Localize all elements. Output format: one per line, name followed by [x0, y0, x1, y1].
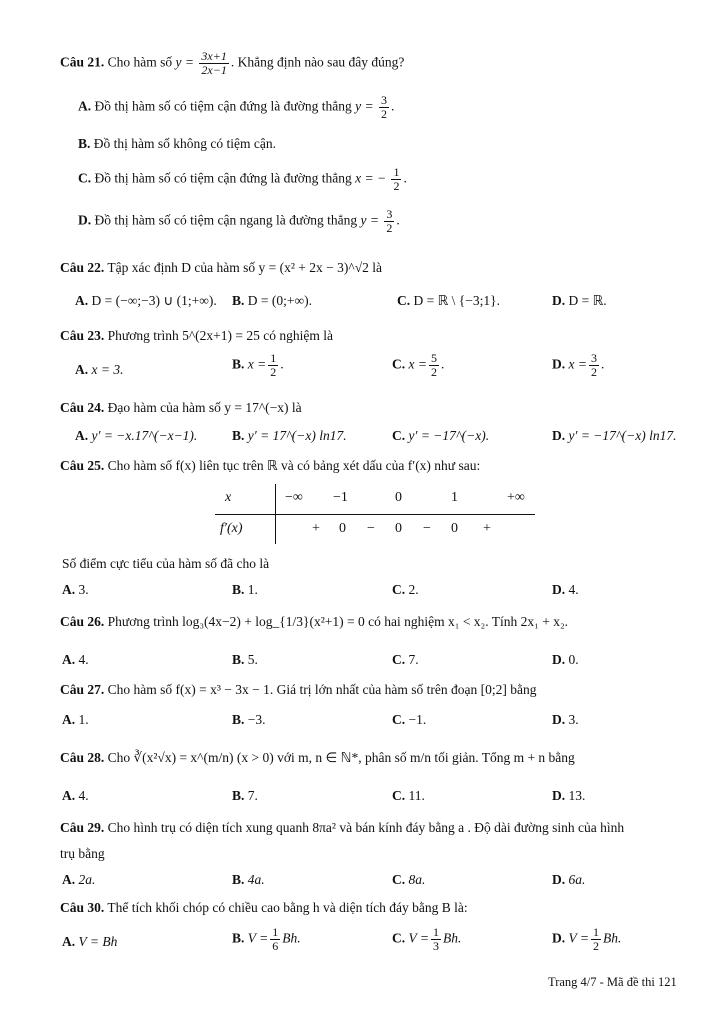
question-23: Câu 23. Phương trình 5^(2x+1) = 25 có nghiệm là [60, 328, 334, 343]
option-b[interactable]: B. Đồ thị hàm số không có tiệm cận. [78, 136, 276, 151]
option-c[interactable]: C. 7. [392, 652, 419, 667]
option-a[interactable]: A. 3. [62, 582, 89, 597]
option-c[interactable]: C. V = $\frac{1}{3}$ Bh. [392, 925, 462, 953]
option-b[interactable]: B. 7. [232, 788, 258, 803]
option-a[interactable]: A. Đồ thị hàm số có tiệm cận đứng là đường thẳng y = $\frac{3}{2}$ . [78, 93, 395, 121]
option-b[interactable]: B. 4a. [232, 872, 265, 887]
question-21: Câu 21. Cho hàm số y = $\frac{3x+1}{2x-1}$ . Khẳng định nào sau đây đúng? [60, 49, 405, 77]
question-text: Cho hàm số [107, 54, 173, 70]
option-b[interactable]: B. D = (0;+∞). [232, 293, 312, 308]
table-x-label: x [225, 490, 232, 505]
question-28: Câu 28. Cho ∛(x²√x) = x^(m/n) (x > 0) với m, n ∈ ℕ*, phân số m/n tối giản. Tổng m + n bằng [60, 750, 575, 765]
question-24: Câu 24. Đạo hàm của hàm số y = 17^(−x) là [60, 400, 302, 415]
option-b[interactable]: B. x = $\frac{1}{2}$ . [232, 351, 284, 379]
question-29: Câu 29. Cho hình trụ có diện tích xung quanh 8πa² và bán kính đáy bằng a . Độ dài đường sinh của hình [60, 820, 625, 835]
option-a[interactable]: A. x = 3. [75, 362, 124, 377]
option-b[interactable]: B. y′ = 17^(−x) ln17. [232, 428, 347, 443]
question-25-prompt: Số điểm cực tiểu của hàm số đã cho là [62, 556, 270, 571]
question-26: Câu 26. Phương trình log₃(4x−2) + log_{1/3}(x²+1) = 0 có hai nghiệm x₁ < x₂. Tính 2x₁ + x₂. [60, 614, 569, 629]
option-a[interactable]: A. 4. [62, 788, 89, 803]
option-d[interactable]: D. V = $\frac{1}{2}$ Bh. [552, 925, 622, 953]
option-d[interactable]: D. 4. [552, 582, 579, 597]
option-c[interactable]: C. 8a. [392, 872, 426, 887]
option-c[interactable]: C. y′ = −17^(−x). [392, 428, 490, 443]
option-a[interactable]: A. V = Bh [62, 934, 118, 949]
option-d[interactable]: D. 3. [552, 712, 579, 727]
option-d[interactable]: D. Đồ thị hàm số có tiệm cận ngang là đường thẳng y = $\frac{3}{2}$ . [78, 207, 400, 235]
option-c[interactable]: C. Đồ thị hàm số có tiệm cận đứng là đường thẳng x = − $\frac{1}{2}$ . [78, 165, 407, 193]
sign-table: x f′(x) −∞ −1 0 1 +∞ + 0 − 0 − 0 + [215, 484, 535, 544]
option-d[interactable]: D. x = $\frac{3}{2}$ . [552, 351, 605, 379]
fraction: $\frac{3x+1}{2x-1}$ [201, 49, 227, 77]
question-number: Câu 21. [60, 54, 105, 70]
option-c[interactable]: C. D = ℝ \ {−3;1}. [397, 293, 501, 308]
table-fp-label: f′(x) [220, 521, 243, 536]
option-a[interactable]: A. D = (−∞;−3) ∪ (1;+∞). [75, 293, 217, 308]
option-c[interactable]: C. 11. [392, 788, 425, 803]
option-a[interactable]: A. 2a. [62, 872, 96, 887]
option-d[interactable]: D. 6a. [552, 872, 586, 887]
option-b[interactable]: B. −3. [232, 712, 266, 727]
question-27: Câu 27. Cho hàm số f(x) = x³ − 3x − 1. Giá trị lớn nhất của hàm số trên đoạn [0;2] bằng [60, 682, 537, 697]
page-footer: Trang 4/7 - Mã đề thi 121 [548, 975, 677, 989]
option-a[interactable]: A. 4. [62, 652, 89, 667]
question-22: Câu 22. Tập xác định D của hàm số y = (x² + 2x − 3)^√2 là [60, 260, 382, 275]
option-c[interactable]: C. 2. [392, 582, 419, 597]
option-d[interactable]: D. 13. [552, 788, 586, 803]
option-a[interactable]: A. 1. [62, 712, 89, 727]
question-25: Câu 25. Cho hàm số f(x) liên tục trên ℝ và có bảng xét dấu của f′(x) như sau: [60, 458, 481, 473]
option-a[interactable]: A. y′ = −x.17^(−x−1). [75, 428, 198, 443]
option-d[interactable]: D. 0. [552, 652, 579, 667]
option-b[interactable]: B. 5. [232, 652, 258, 667]
question-29-cont: trụ bằng [60, 846, 105, 861]
option-d[interactable]: D. y′ = −17^(−x) ln17. [552, 428, 677, 443]
option-b[interactable]: B. V = $\frac{1}{6}$ Bh. [232, 925, 301, 953]
option-d[interactable]: D. D = ℝ. [552, 293, 607, 308]
option-b[interactable]: B. 1. [232, 582, 258, 597]
option-c[interactable]: C. x = $\frac{5}{2}$ . [392, 351, 445, 379]
question-30: Câu 30. Thể tích khối chóp có chiều cao bằng h và diện tích đáy bằng B là: [60, 900, 468, 915]
option-c[interactable]: C. −1. [392, 712, 427, 727]
